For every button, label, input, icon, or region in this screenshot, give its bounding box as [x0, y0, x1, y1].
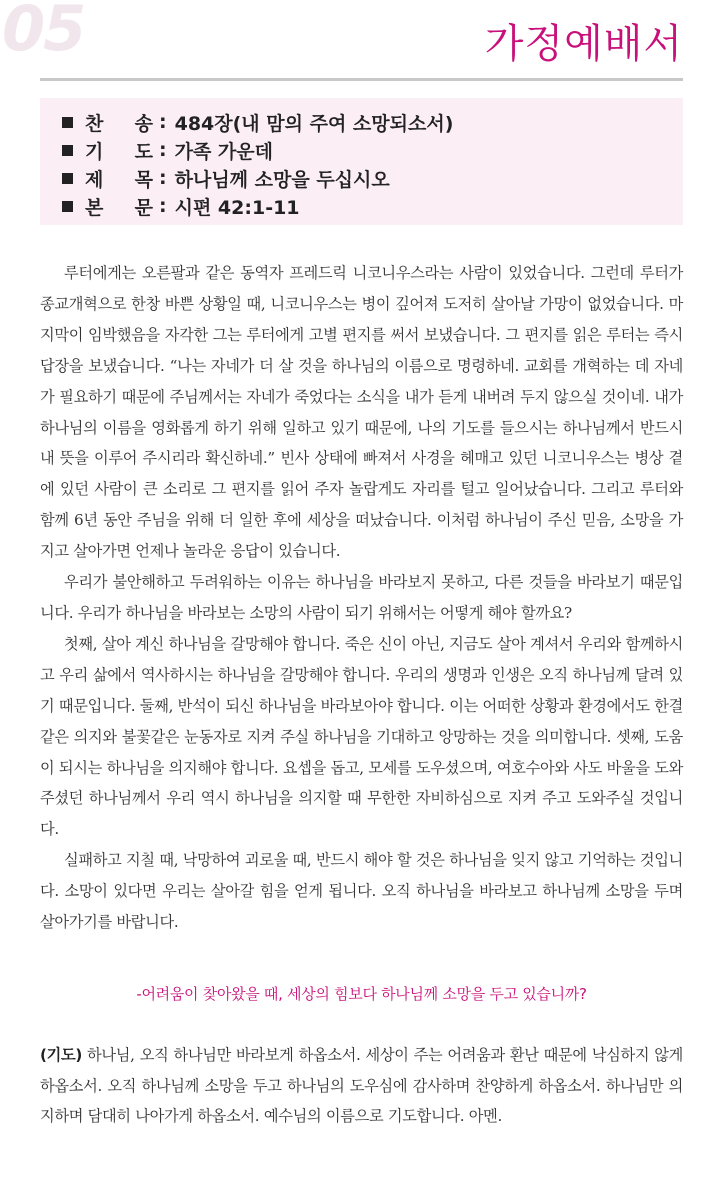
info-separator: : — [159, 167, 167, 189]
bullet-square-icon — [62, 117, 73, 128]
info-label-scripture: 본 문 — [85, 196, 153, 219]
worship-info-box — [40, 98, 683, 225]
header-divider — [40, 78, 683, 81]
body-paragraph: 실패하고 지칠 때, 낙망하여 괴로울 때, 반드시 해야 할 것은 하나님을 잊지 않고 기억하는 것입니다. 소망이 있다면 우리는 살아갈 힘을 얻게 됩니다. 오직 하나님을 바라보고 하나님께 소망을 두며 살아가기를 바랍니다. — [40, 851, 683, 932]
bullet-square-icon — [62, 201, 73, 212]
info-value-prayer: 가족 가운데 — [174, 140, 273, 163]
info-row-prayer — [62, 136, 683, 164]
reflection-question: -어려움이 찾아왔을 때, 세상의 힘보다 하나님께 소망을 두고 있습니까? — [136, 985, 587, 1003]
info-value-hymn: 484장(내 맘의 주여 소망되소서) — [174, 112, 454, 135]
info-label-prayer: 기 도 — [85, 140, 153, 163]
info-value-scripture: 시편 42:1-11 — [174, 196, 300, 219]
bullet-square-icon — [62, 173, 73, 184]
info-row-scripture — [62, 192, 683, 220]
body-paragraph: 루터에게는 오른팔과 같은 동역자 프레드릭 니코니우스라는 사람이 있었습니다. 그런데 루터가 종교개혁으로 한창 바쁜 상황일 때, 니코니우스는 병이 깊어져 도저히 살아날 가망이 없었습니다. 마지막이 임박했음을 자각한 그는 루터에게 고별 편지를 써서 보냈습니다. 그 편지를 읽은 루터는 즉시 답장을 보냈습니다. “나는 자네가 더 살 것을 하나님의 이름으로 명령하네. 교회를 개혁하는 데 자네가 필요하기 때문에 주님께서는 자네가 죽었다는 소식을 내가 듣게 내버려 두지 않으실 것이네. 내가 하나님의 이름을 영화롭게 하기 위해 일하고 있기 때문에, 나의 기도를 들으시는 하나님께서 반드시 내 뜻을 이루어 주시리라 확신하네.” 빈사 상태에 빠져서 사경을 헤매고 있던 니코니우스는 병상 곁에 있던 사람이 큰 소리로 그 편지를 읽어 주자 놀랍게도 자리를 털고 일어났습니다. 그리고 루터와 함께 6년 동안 주님을 위해 더 일한 후에 세상을 떠났습니다. 이처럼 하나님이 주신 믿음, 소망을 가지고 살아가면 언제나 놀라운 응답이 있습니다. — [40, 264, 683, 561]
info-label-hymn: 찬 송 — [85, 112, 153, 135]
body-paragraph: 우리가 불안해하고 두려워하는 이유는 하나님을 바라보지 못하고, 다른 것들을 바라보기 때문입니다. 우리가 하나님을 바라보는 소망의 사람이 되기 위해서는 어떻게 해야 할까요? — [40, 573, 683, 622]
closing-prayer — [40, 1040, 683, 1132]
info-row-hymn — [62, 108, 683, 136]
info-row-topic — [62, 164, 683, 192]
info-separator: : — [159, 139, 167, 161]
page-number: 05 — [2, 0, 85, 65]
prayer-label: (기도) — [40, 1046, 83, 1064]
info-separator: : — [159, 195, 167, 217]
bullet-square-icon — [62, 145, 73, 156]
page-title: 가정예배서 — [484, 21, 683, 67]
body-paragraph: 첫째, 살아 계신 하나님을 갈망해야 합니다. 죽은 신이 아닌, 지금도 살아 계셔서 우리와 함께하시고 우리 삶에서 역사하시는 하나님을 갈망해야 합니다. 우리의 생명과 인생은 오직 하나님께 달려 있기 때문입니다. 둘째, 반석이 되신 하나님을 바라보아야 합니다. 이는 어떠한 상황과 환경에서도 한결같은 의지와 불꽃같은 눈동자로 지켜 주실 하나님을 기대하고 앙망하는 것을 의미합니다. 셋째, 도움이 되시는 하나님을 의지해야 합니다. 요셉을 돕고, 모세를 도우셨으며, 여호수아와 사도 바울을 도와주셨던 하나님께서 우리 역시 하나님을 의지할 때 무한한 자비하심으로 지켜 주고 도와주실 것입니다. — [40, 634, 683, 839]
info-value-topic: 하나님께 소망을 두십시오 — [174, 168, 390, 191]
info-separator: : — [159, 111, 167, 133]
info-label-topic: 제 목 — [85, 168, 153, 191]
sermon-body — [40, 258, 683, 938]
prayer-text: 하나님, 오직 하나님만 바라보게 하옵소서. 세상이 주는 어려움과 환난 때문에 낙심하지 않게 하옵소서. 오직 하나님께 소망을 두고 하나님의 도우심에 감사하며 찬양하게 하옵소서. 하나님만 의지하며 담대히 나아가게 하옵소서. 예수님의 이름으로 기도합니다. 아멘. — [40, 1046, 683, 1125]
